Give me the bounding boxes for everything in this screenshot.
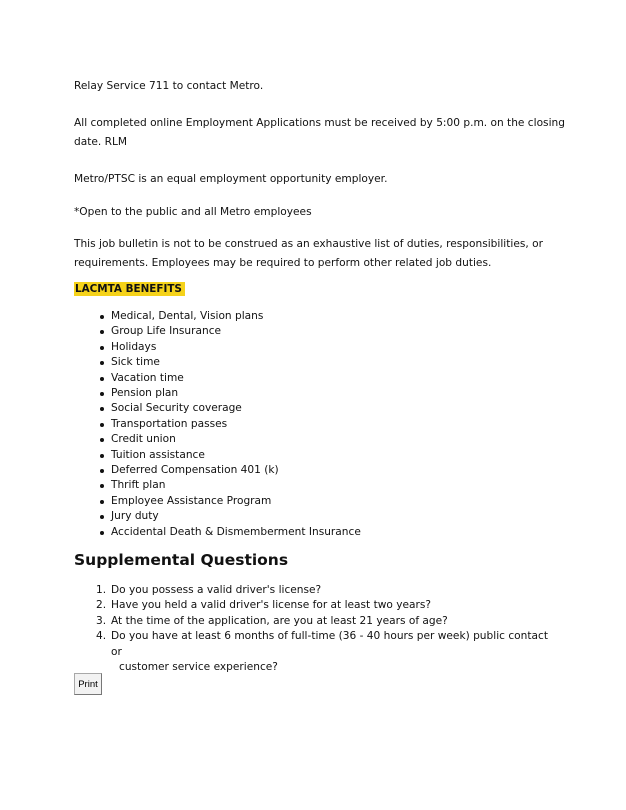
equal-opportunity-text: Metro/PTSC is an equal employment opportunity employer. [74, 173, 388, 185]
list-item: Sick time [100, 355, 361, 370]
question-text-continuation: customer service experience? [119, 661, 278, 674]
question-number: 4. [96, 630, 107, 643]
question-item [98, 629, 558, 675]
question-text: At the time of the application, are you at least 21 years of age? [111, 614, 448, 627]
question-number: 3. [96, 614, 107, 627]
benefits-heading-row [74, 280, 185, 299]
question-item [98, 583, 558, 598]
bulletin-disclaimer-line1: This job bulletin is not to be construed as an exhaustive list of duties, responsibilities, or [74, 238, 543, 250]
list-item: Social Security coverage [100, 401, 361, 416]
list-item: Employee Assistance Program [100, 494, 361, 509]
question-text: Do you have at least 6 months of full-time (36 - 40 hours per week) public contact or [111, 630, 548, 658]
question-item [98, 614, 558, 629]
list-item: Credit union [100, 432, 361, 447]
question-text: Do you possess a valid driver's license? [111, 584, 322, 596]
list-item: Deferred Compensation 401 (k) [100, 463, 361, 478]
list-item: Vacation time [100, 371, 361, 386]
list-item: Transportation passes [100, 417, 361, 432]
applications-deadline-text-line1: All completed online Employment Applications must be received by 5:00 p.m. on the closing [74, 117, 565, 129]
list-item: Pension plan [100, 386, 361, 401]
question-number: 2. [96, 599, 107, 612]
question-item [98, 598, 558, 613]
question-number: 1. [96, 584, 107, 596]
list-item: Jury duty [100, 509, 361, 524]
list-item: Medical, Dental, Vision plans [100, 309, 361, 324]
open-to-public-text: *Open to the public and all Metro employees [74, 206, 312, 218]
list-item: Thrift plan [100, 478, 361, 493]
bulletin-disclaimer-line2: requirements. Employees may be required to perform other related job duties. [74, 257, 492, 269]
benefits-heading: LACMTA BENEFITS [74, 282, 185, 296]
print-button[interactable]: Print [74, 673, 102, 695]
question-text: Have you held a valid driver's license for at least two years? [111, 599, 432, 612]
list-item: Accidental Death & Dismemberment Insurance [100, 525, 361, 540]
relay-service-text: Relay Service 711 to contact Metro. [74, 80, 264, 92]
list-item: Holidays [100, 340, 361, 355]
supplemental-questions-list [98, 583, 558, 675]
list-item: Group Life Insurance [100, 324, 361, 339]
supplemental-questions-heading: Supplemental Questions [74, 551, 289, 569]
applications-deadline-text-line2: date. RLM [74, 136, 128, 148]
list-item: Tuition assistance [100, 448, 361, 463]
benefits-list [100, 309, 361, 540]
